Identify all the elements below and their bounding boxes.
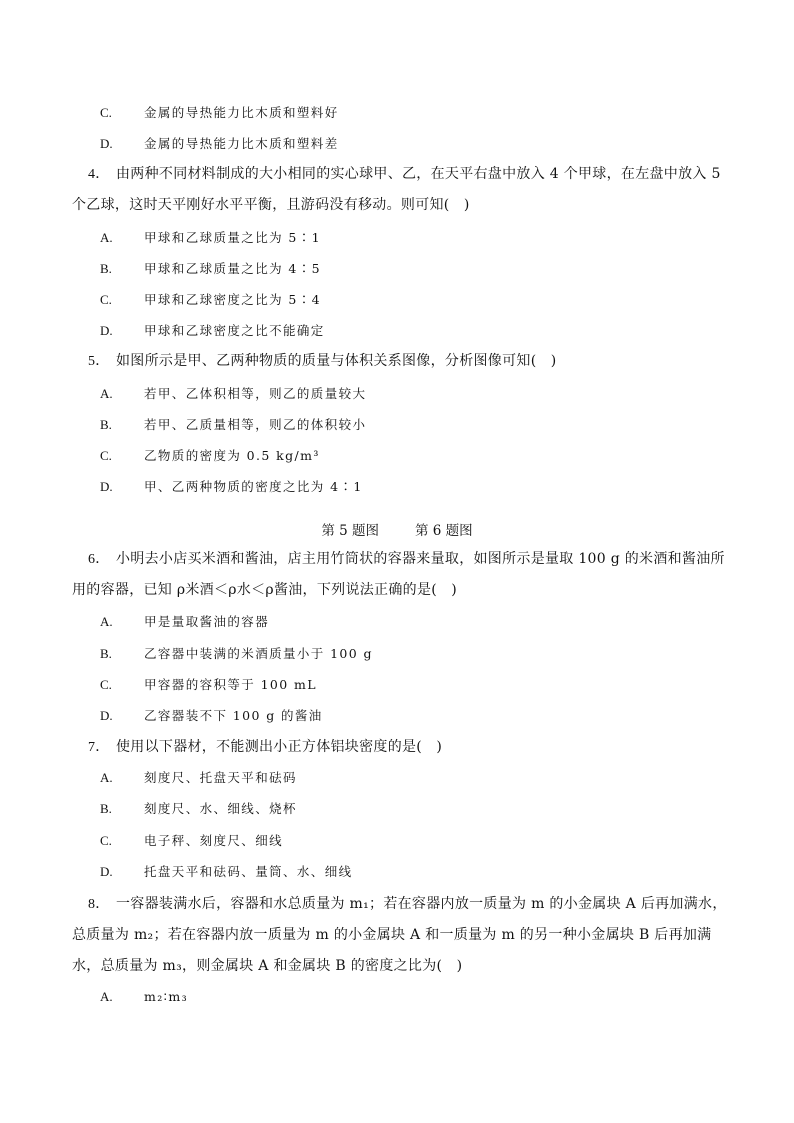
question-number: 4． <box>88 167 110 182</box>
q6-option-b <box>100 644 373 665</box>
question-8 <box>72 889 732 982</box>
option-text: 乙物质的密度为 0.5 kg/m³ <box>144 448 320 463</box>
q7-option-a <box>100 768 297 789</box>
q4-option-b <box>100 259 321 280</box>
q4-option-a <box>100 228 321 249</box>
option-text: 甲球和乙球质量之比为 5∶1 <box>144 230 321 245</box>
option-label: B. <box>100 261 112 276</box>
option-text: m₂∶m₃ <box>144 989 188 1004</box>
option-text: 若甲、乙质量相等，则乙的体积较小 <box>144 417 367 432</box>
option-text: 金属的导热能力比木质和塑料差 <box>144 136 339 151</box>
question-number: 8． <box>88 897 110 912</box>
option-text: 乙容器装不下 100 g 的酱油 <box>144 708 323 723</box>
option-label: C. <box>100 292 112 307</box>
option-label: C. <box>100 833 112 848</box>
option-label: D. <box>100 136 113 151</box>
question-7 <box>72 732 732 763</box>
option-text: 刻度尺、托盘天平和砝码 <box>144 770 297 785</box>
option-text: 甲球和乙球密度之比为 5∶4 <box>144 292 321 307</box>
option-label: A. <box>100 230 113 245</box>
option-label: D. <box>100 708 113 723</box>
option-text: 乙容器中装满的米酒质量小于 100 g <box>144 646 373 661</box>
option-text: 电子秤、刻度尺、细线 <box>144 833 284 848</box>
q8-option-a <box>100 987 188 1008</box>
q7-option-b <box>100 799 297 820</box>
q3-option-c <box>100 103 339 124</box>
option-label: B. <box>100 417 112 432</box>
option-label: A. <box>100 614 113 629</box>
q6-option-a <box>100 612 269 633</box>
option-text: 甲球和乙球质量之比为 4∶5 <box>144 261 321 276</box>
question-text: 由两种不同材料制成的大小相同的实心球甲、乙，在天平右盘中放入 4 个甲球，在左盘中放入 5 个乙球，这时天平刚好水平平衡，且游码没有移动。则可知( ) <box>72 166 721 213</box>
option-label: A. <box>100 386 113 401</box>
option-label: C. <box>100 105 112 120</box>
option-text: 甲是量取酱油的容器 <box>144 614 270 629</box>
question-text: 小明去小店买米酒和酱油，店主用竹筒状的容器来量取，如图所示是量取 100 g 的米酒和酱油所用的容器，已知 ρ米酒＜ρ水＜ρ酱油，下列说法正确的是( ) <box>72 551 725 598</box>
question-4 <box>72 159 732 221</box>
question-text: 使用以下器材，不能测出小正方体铝块密度的是( ) <box>116 739 443 755</box>
figure-captions <box>0 521 794 541</box>
q5-option-d <box>100 477 363 498</box>
option-label: D. <box>100 864 113 879</box>
question-text: 如图所示是甲、乙两种物质的质量与体积关系图像，分析图像可知( ) <box>116 353 557 369</box>
question-number: 7． <box>88 740 110 755</box>
q4-option-d <box>100 321 325 342</box>
option-text: 甲容器的容积等于 100 mL <box>144 677 317 692</box>
figure-caption-6: 第 6 题图 <box>415 523 473 539</box>
option-text: 托盘天平和砝码、量筒、水、细线 <box>144 864 353 879</box>
question-number: 6． <box>88 552 110 567</box>
question-text: 一容器装满水后，容器和水总质量为 m₁；若在容器内放一质量为 m 的小金属块 A 后再加满水，总质量为 m₂；若在容器内放一质量为 m 的小金属块 A 和一质量为 m 的另一种小金属块 B 后再加满水，总质量为 m₃，则金属块 A 和金属块 B 的密度之比为( ) <box>72 896 727 974</box>
q5-option-c <box>100 446 320 467</box>
option-label: D. <box>100 323 113 338</box>
question-6 <box>72 544 732 606</box>
q6-option-c <box>100 675 317 696</box>
q5-option-a <box>100 384 366 405</box>
option-label: D. <box>100 479 113 494</box>
option-text: 若甲、乙体积相等，则乙的质量较大 <box>144 386 367 401</box>
q4-option-c <box>100 290 321 311</box>
q6-option-d <box>100 706 323 727</box>
option-text: 刻度尺、水、细线、烧杯 <box>144 801 297 816</box>
question-number: 5． <box>88 354 110 369</box>
option-text: 金属的导热能力比木质和塑料好 <box>144 105 339 120</box>
question-5 <box>72 346 732 377</box>
option-label: B. <box>100 801 112 816</box>
option-label: B. <box>100 646 112 661</box>
q7-option-c <box>100 831 283 852</box>
option-label: C. <box>100 448 112 463</box>
figure-caption-5: 第 5 题图 <box>321 523 379 539</box>
q5-option-b <box>100 415 366 436</box>
option-text: 甲球和乙球密度之比不能确定 <box>144 323 325 338</box>
option-label: A. <box>100 989 113 1004</box>
option-label: A. <box>100 770 113 785</box>
q7-option-d <box>100 862 353 883</box>
option-label: C. <box>100 677 112 692</box>
option-text: 甲、乙两种物质的密度之比为 4∶1 <box>144 479 363 494</box>
q3-option-d <box>100 134 339 155</box>
